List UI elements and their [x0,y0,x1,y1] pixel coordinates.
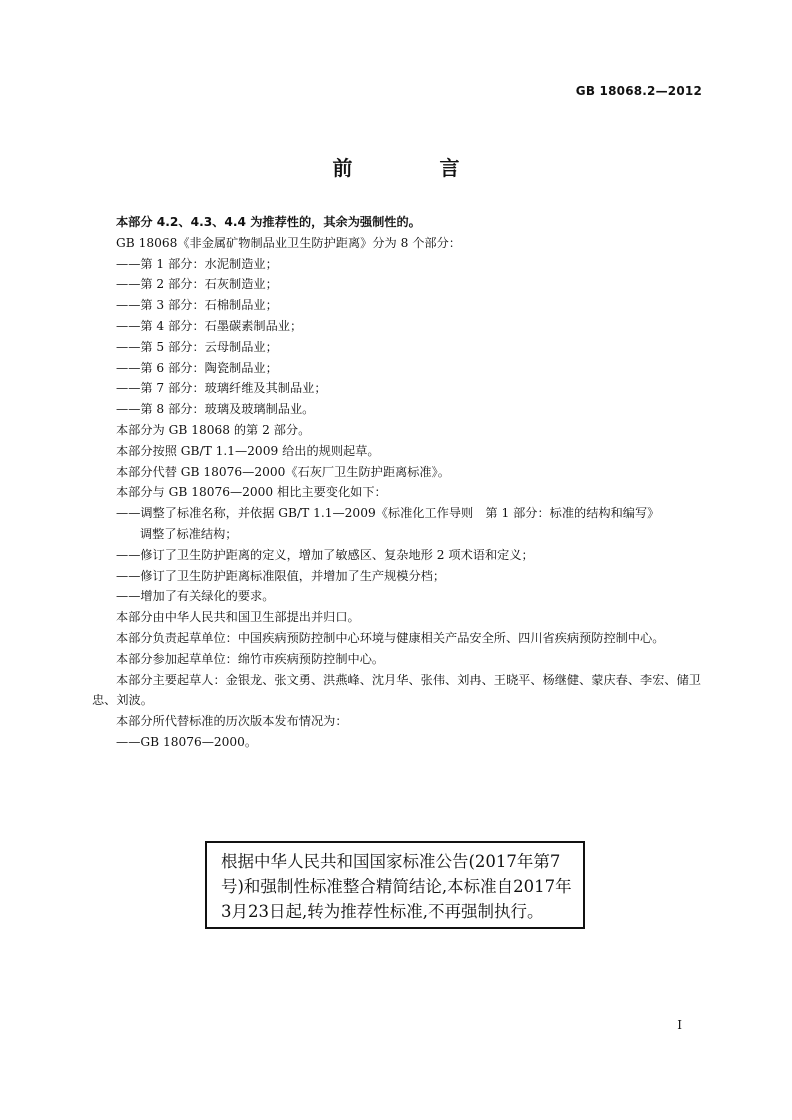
foreword-content [92,212,702,753]
part-number-statement: 本部分为 GB 18068 的第 2 部分。 [116,422,311,437]
history-intro: 本部分所代替标准的历次版本发布情况为： [116,714,348,729]
list-item: ——第 7 部分：玻璃纤维及其制品业； [116,381,327,396]
participating-drafter-statement: 本部分参加起草单位：绵竹市疾病预防控制中心。 [116,651,385,666]
main-drafters-statement: 本部分主要起草人：金银龙、张文勇、洪燕峰、沈月华、张伟、刘冉、王晓平、杨继健、蒙庆春、李宏、储卫忠、刘波。 [92,672,701,708]
changes-intro: 本部分与 GB 18076—2000 相比主要变化如下： [116,485,387,500]
list-item: ——第 4 部分：石墨碳素制品业； [116,318,303,333]
change-item: ——调整了标准名称，并依据 GB/T 1.1—2009《标准化工作导则 第 1 部分：标准的结构和编写》 [116,506,660,521]
history-item: ——GB 18076—2000。 [116,734,258,749]
notice-box: 根据中华人民共和国国家标准公告(2017年第7号)和强制性标准整合精简结论,本标准自2017年3月23日起,转为推荐性标准,不再强制执行。 [205,841,585,929]
change-item: ——修订了卫生防护距离标准限值，并增加了生产规模分档； [116,568,446,583]
page-title: 前 言 [332,156,500,180]
drafting-rules-statement: 本部分按照 GB/T 1.1—2009 给出的规则起草。 [116,443,380,458]
change-item: ——修订了卫生防护距离的定义，增加了敏感区、复杂地形 2 项术语和定义； [116,547,534,562]
list-item: ——第 5 部分：云母制品业； [116,339,278,354]
replaces-statement: 本部分代替 GB 18076—2000《石灰厂卫生防护距离标准》。 [116,464,450,479]
change-item: ——增加了有关绿化的要求。 [116,589,275,604]
parts-intro: GB 18068《非金属矿物制品业卫生防护距离》分为 8 个部分： [116,235,461,250]
proposer-statement: 本部分由中华人民共和国卫生部提出并归口。 [116,610,360,625]
list-item: ——第 2 部分：石灰制造业； [116,277,278,292]
list-item: ——第 1 部分：水泥制造业； [116,256,278,271]
list-item: ——第 8 部分：玻璃及玻璃制品业。 [116,402,315,417]
list-item: ——第 3 部分：石棉制品业； [116,298,278,313]
standard-code: GB 18068.2—2012 [575,84,702,98]
responsible-drafter-statement: 本部分负责起草单位：中国疾病预防控制中心环境与健康相关产品安全所、四川省疾病预防控制中心。 [116,630,665,645]
page-number: I [677,1018,682,1032]
scope-statement: 本部分 4.2、4.3、4.4 为推荐性的，其余为强制性的。 [116,215,421,229]
list-item: ——第 6 部分：陶瓷制品业； [116,360,278,375]
change-item-continuation: 调整了标准结构； [140,526,238,541]
